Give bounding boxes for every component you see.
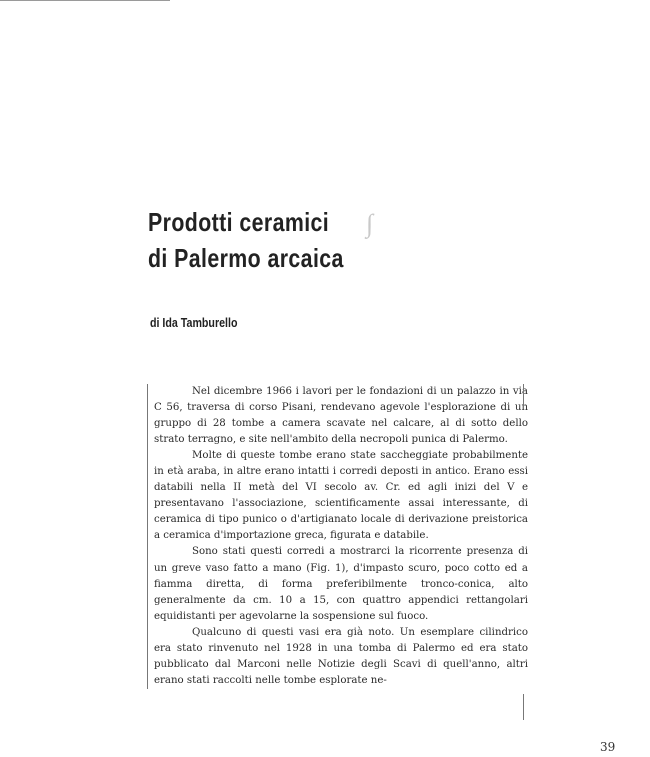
page-number: 39 — [600, 740, 616, 754]
pencil-mark-icon: ∫ — [366, 209, 374, 238]
title-line-1: Prodotti ceramici — [148, 207, 330, 237]
article-author: di Ida Tamburello — [150, 315, 238, 330]
paragraph-4: Qualcuno di questi vasi era già noto. Un esemplare cilindrico era stato rinvenuto nel 1928 in una tomba di Palermo ed era stato pubblicato dal Marconi nelle Notizie degli Scavi di quell'anno, altri erano stati raccolti nelle tombe esplorate ne- — [154, 626, 528, 686]
paragraph-3: Sono stati questi corredi a mostrarci la ricorrente presenza di un greve vaso fatto a mano (Fig. 1), d'impasto scuro, poco cotto ed a fiamma diretta, di forma preferibilmente tronco-conica, alto generalmente da cm. 10 a 15, con quattro appendici rettangolari equidistanti per agevolarne la sospensione sul fuoco. — [154, 546, 528, 622]
margin-rule-bottom — [523, 694, 524, 720]
paragraph-1: Nel dicembre 1966 i lavori per le fondazioni di un palazzo in via C 56, traversa di corso Pisani, rendevano agevole l'esplorazione di un gruppo di 28 tombe a camera scavate nel calcare, al di sotto dello strato terragno, e site nell'ambito della necropoli punica di Palermo. — [154, 386, 528, 446]
paragraph-2: Molte di queste tombe erano state saccheggiate probabilmente in età araba, in altre erano intatti i corredi deposti in antico. Erano essi databili nella II metà del VI secolo av. Cr. ed agli inizi del V e presentavano l'associazione, scientificamente assai interessante, di ceramica di tipo punico o d'artigianato locale di derivazione preistorica a ceramica d'importazione greca, figurata e databile. — [154, 450, 528, 542]
title-line-2: di Palermo arcaica — [148, 243, 344, 273]
article-title — [148, 204, 344, 276]
margin-rule-top — [523, 384, 524, 408]
article-body — [147, 384, 528, 689]
scan-edge-line — [0, 0, 170, 1]
